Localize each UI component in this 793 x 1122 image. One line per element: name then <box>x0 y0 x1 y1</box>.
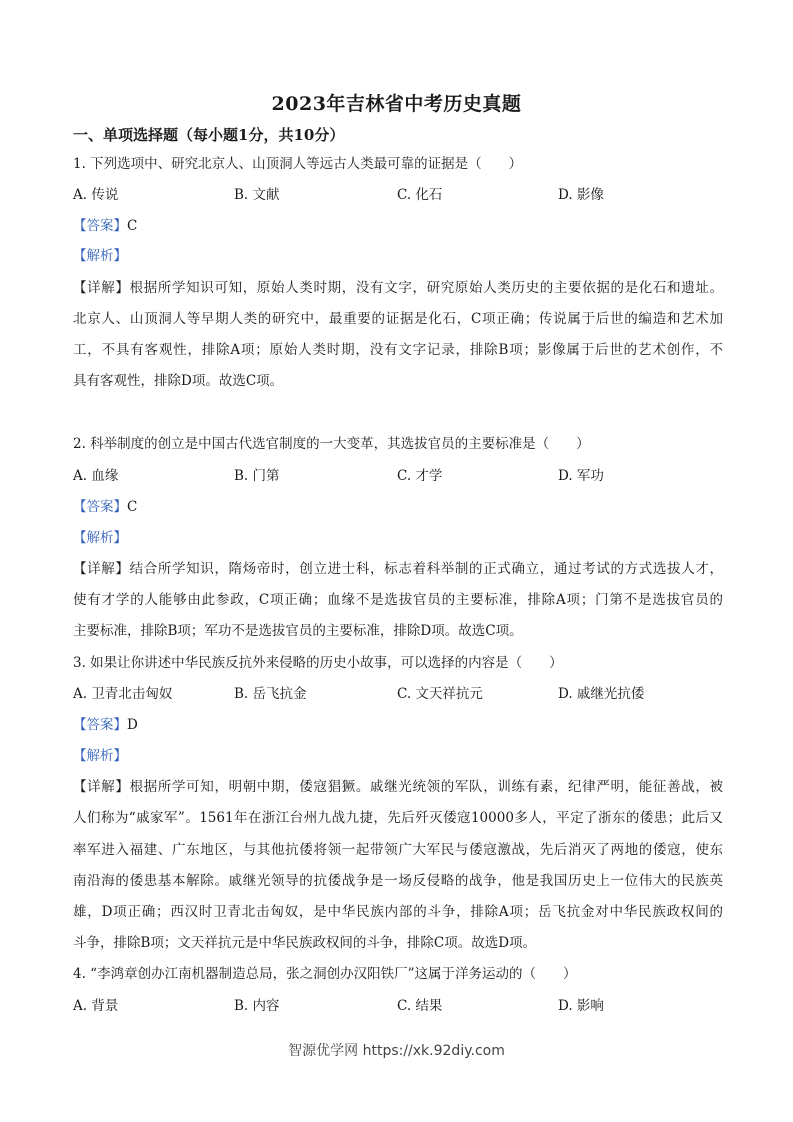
question-3-detail-line: 南沿海的倭患基本解除。戚继光领导的抗倭战争是一场反侵略的战争，他是我国历史上一位伟大的民族英 <box>73 873 723 889</box>
analysis-tag: 【解析】 <box>73 248 127 264</box>
question-3-detail-line: 斗争，排除B项；文天祥抗元是中华民族政权间的斗争，排除C项。故选D项。 <box>73 935 537 951</box>
question-1-answer <box>73 216 723 236</box>
question-1-analysis <box>73 246 723 266</box>
answer-tag: 【答案】 <box>73 717 127 733</box>
question-2-detail-line: 主要标准，排除B项；军功不是选拔官员的主要标准，排除D项。故选C项。 <box>73 623 523 639</box>
question-3-option-a: A. 卫青北击匈奴 <box>73 686 173 702</box>
question-2-option-b: B. 门第 <box>234 468 280 484</box>
question-3-stem: 3. 如果让你讲述中华民族反抗外来侵略的历史小故事，可以选择的内容是（ ） <box>73 655 563 671</box>
question-2-analysis <box>73 528 723 548</box>
question-1-detail-line: 工，不具有客观性，排除A项；原始人类时期，没有文字记录，排除B项；影像属于后世的艺术创作，不 <box>73 342 723 358</box>
question-4-option-c: C. 结果 <box>397 998 443 1014</box>
question-1-option-b: B. 文献 <box>234 187 280 203</box>
question-3-detail-line: 率军进入福建、广东地区，与其他抗倭将领一起带领广大军民与倭寇激战，先后消灭了两地的倭寇，使东 <box>73 842 723 858</box>
answer-value: C <box>127 499 138 515</box>
footer-watermark: 智源优学网 https://xk.92diy.com <box>288 1043 505 1059</box>
question-1-detail-line <box>73 278 723 298</box>
question-3-option-c: C. 文天祥抗元 <box>397 686 483 702</box>
question-1-stem: 1. 下列选项中、研究北京人、山顶洞人等远古人类最可靠的证据是（ ） <box>73 156 523 172</box>
question-1-option-d: D. 影像 <box>558 187 604 203</box>
question-3-analysis <box>73 746 723 766</box>
question-3-detail-line <box>73 777 723 797</box>
question-1-detail-line: 具有客观性，排除D项。故选C项。 <box>73 373 284 389</box>
analysis-tag: 【解析】 <box>73 530 127 546</box>
question-2-answer <box>73 497 723 517</box>
answer-tag: 【答案】 <box>73 218 127 234</box>
detail-text: 根据所学可知，明朝中期，倭寇猖獗。戚继光统领的军队，训练有素，纪律严明，能征善战，被 <box>129 779 723 795</box>
question-2-option-c: C. 才学 <box>397 468 443 484</box>
section-heading: 一、单项选择题（每小题1分，共10分） <box>73 126 345 144</box>
question-1-detail-line: 北京人、山顶洞人等早期人类的研究中，最重要的证据是化石，C项正确；传说属于后世的编造和艺术加 <box>73 311 723 327</box>
question-3-option-d: D. 戚继光抗倭 <box>558 686 645 702</box>
detail-tag: 【详解】 <box>73 779 130 795</box>
question-1-option-c: C. 化石 <box>397 187 443 203</box>
question-4-stem: 4. “李鸿章创办江南机器制造总局，张之洞创办汉阳铁厂”这属于洋务运动的（ ） <box>73 966 577 982</box>
question-4-option-d: D. 影响 <box>558 998 604 1014</box>
detail-text: 根据所学知识可知，原始人类时期，没有文字，研究原始人类历史的主要依据的是化石和遗址。 <box>129 280 723 296</box>
answer-value: D <box>127 717 138 733</box>
question-4-option-a: A. 背景 <box>73 998 119 1014</box>
question-2-option-d: D. 军功 <box>558 468 604 484</box>
question-4-option-b: B. 内容 <box>234 998 280 1014</box>
question-2-stem: 2. 科举制度的创立是中国古代选官制度的一大变革，其选拔官员的主要标准是（ ） <box>73 436 590 452</box>
question-3-answer <box>73 715 723 735</box>
question-2-detail-line: 使有才学的人能够由此参政，C项正确；血缘不是选拔官员的主要标准，排除A项；门第不是选拔官员的 <box>73 592 723 608</box>
question-2-option-a: A. 血缘 <box>73 468 119 484</box>
question-2-detail-line <box>73 559 723 579</box>
detail-tag: 【详解】 <box>73 561 130 577</box>
answer-tag: 【答案】 <box>73 499 127 515</box>
page-title: 2023年吉林省中考历史真题 <box>271 93 522 115</box>
answer-value: C <box>127 218 138 234</box>
question-1-option-a: A. 传说 <box>73 187 119 203</box>
question-3-option-b: B. 岳飞抗金 <box>234 686 307 702</box>
analysis-tag: 【解析】 <box>73 748 127 764</box>
detail-tag: 【详解】 <box>73 280 130 296</box>
question-3-detail-line: 人们称为“戚家军”。1561年在浙江台州九战九捷，先后歼灭倭寇10000多人，平定了浙东的倭患；此后又 <box>73 810 723 826</box>
detail-text: 结合所学知识，隋炀帝时，创立进士科，标志着科举制的正式确立，通过考试的方式选拔人才， <box>129 561 723 577</box>
question-3-detail-line: 雄，D项正确；西汉时卫青北击匈奴，是中华民族内部的斗争，排除A项；岳飞抗金对中华民族政权间的 <box>73 904 723 920</box>
